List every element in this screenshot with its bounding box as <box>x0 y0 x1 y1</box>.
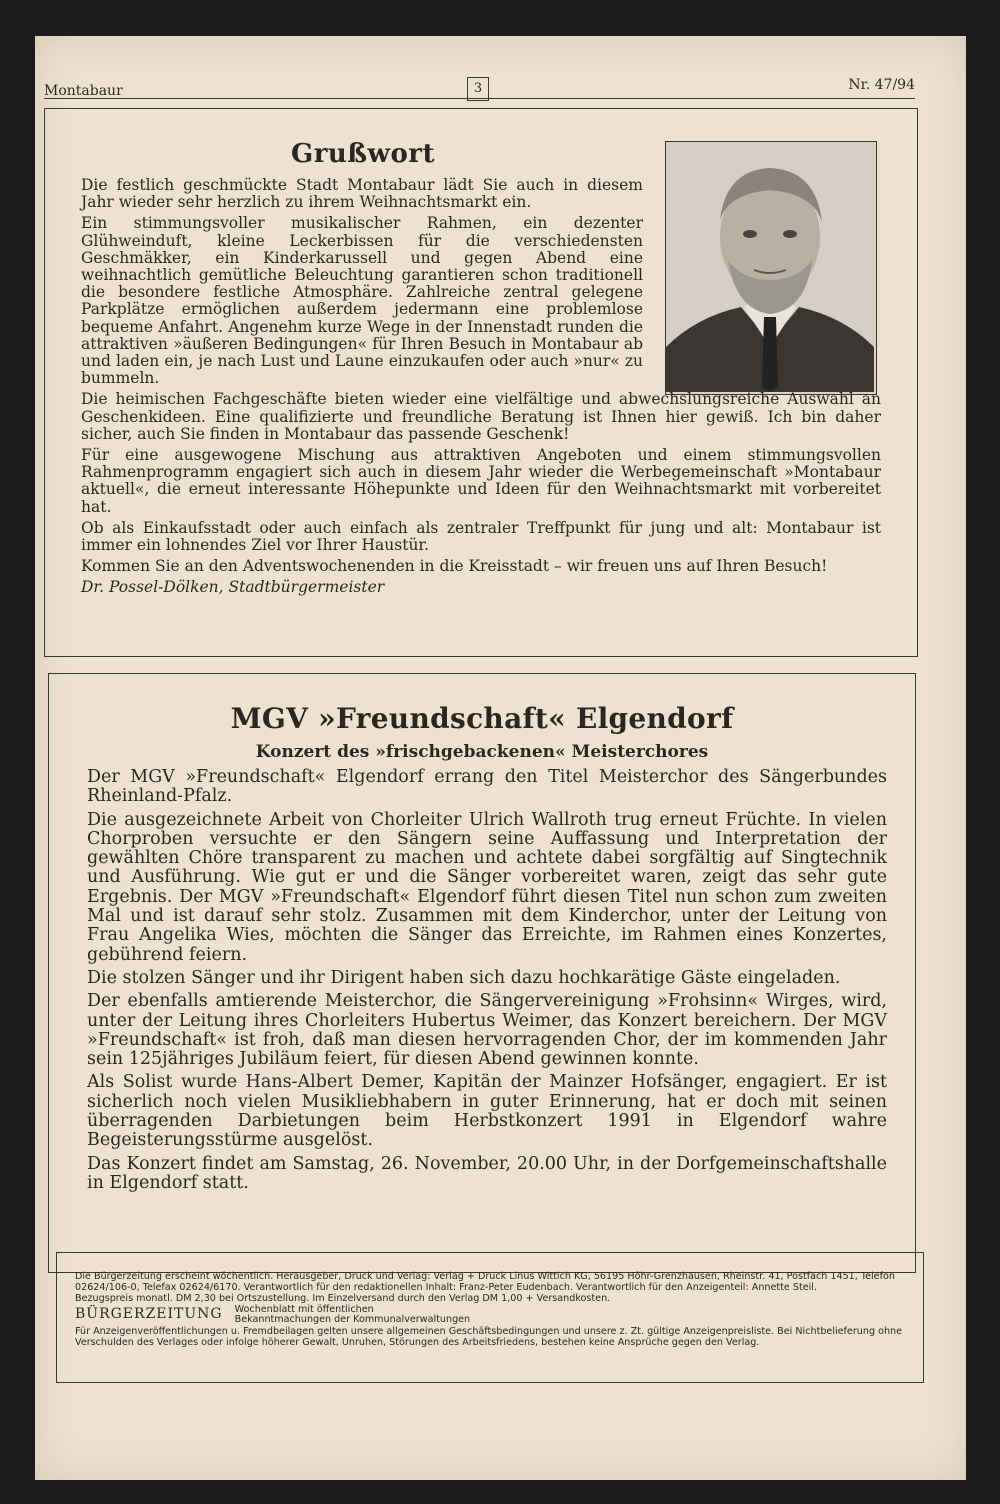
concert-text <box>87 768 887 1197</box>
imprint-box <box>56 1252 924 1383</box>
paper-description-line: Wochenblatt mit öffentlichen <box>234 1304 374 1315</box>
greeting-paragraph: Für eine ausgewogene Mischung aus attraktiven Angeboten und einem stimmungsvollen Rahmenprogramm engagiert sich auch in diesem Jahr wieder die Werbegemeinschaft »Montabaur aktuell«, die erneut interessante Höhepunkte und Ideen für den Weihnachtsmarkt mit vorbereitet hat. <box>81 446 881 516</box>
concert-paragraph: Das Konzert findet am Samstag, 26. November, 20.00 Uhr, in der Dorfgemeinschaftshalle in Elgendorf statt. <box>87 1153 887 1193</box>
greeting-paragraph: Ob als Einkaufsstadt oder auch einfach als zentraler Treffpunkt für jung und alt: Montabaur ist immer ein lohnendes Ziel vor Ihrer Haustür. <box>81 518 881 555</box>
greeting-title: Grußwort <box>291 139 435 169</box>
imprint-line: Bezugspreis monatl. DM 2,30 bei Ortszustellung. Im Einzelversand durch den Verlag DM 1,00 + Versandkosten. <box>75 1293 611 1304</box>
concert-paragraph: Die ausgezeichnete Arbeit von Chorleiter Ulrich Wallroth trug erneut Früchte. In vielen Chorproben versuchte er den Sängern seine Auffassung und Interpretation der gewählten Chöre transparent zu machen und achtete dabei sorgfältig auf Singtechnik und Ausführung. Wie gut er und die Sänger vorbereitet waren, zeigt das sehr gute Ergebnis. Der MGV »Freundschaft« Elgendorf führt diesen Titel nun schon zum zweiten Mal und ist darauf sehr stolz. Zusammen mit dem Kinderchor, unter der Leitung von Frau Angelika Wies, möchten die Sänger das Erreichte, im Rahmen eines Konzertes, gebührend feiern. <box>87 809 887 965</box>
concert-paragraph: Der ebenfalls amtierende Meisterchor, die Sängervereinigung »Frohsinn« Wirges, wird, unter der Leitung ihres Chorleiters Hubertus Weimer, das Konzert bereichern. Der MGV »Freundschaft« ist froh, daß man diesen hervorragenden Chor, der im kommenden Jahr sein 125jähriges Jubiläum feiert, für diesen Abend gewinnen konnte. <box>87 991 887 1070</box>
concert-title: MGV »Freundschaft« Elgendorf <box>230 702 734 735</box>
newspaper-page <box>35 36 966 1480</box>
issue-number: Nr. 47/94 <box>848 77 915 93</box>
paper-description-line: Bekanntmachungen der Kommunalverwaltungen <box>234 1314 471 1325</box>
concert-box <box>48 673 916 1273</box>
greeting-paragraph: Die festlich geschmückte Stadt Montabaur lädt Sie auch in diesem Jahr wieder sehr herzlich zu ihrem Weihnachtsmarkt ein. <box>81 176 643 212</box>
greeting-paragraph: Kommen Sie an den Adventswochenenden in die Kreisstadt – wir freuen uns auf Ihren Besuch! <box>81 557 828 576</box>
imprint-line: Die Bürgerzeitung erscheint wöchentlich. Herausgeber, Druck und Verlag: Verlag + Druck Linus Wittich KG, 56195 Höhr-Grenzhausen, Rheinstr. 41, Postfach 1451, Telefon 02624/106-0, Telefax 02624/6170. Verantwortlich für den redaktionellen Inhalt: Franz-Peter Eudenbach. Verantwortlich für den Anzeigenteil: Annette Steil. <box>75 1271 895 1293</box>
paper-name: BÜRGERZEITUNG <box>75 1306 223 1322</box>
header-rule <box>44 98 915 99</box>
paper-description <box>235 1305 471 1325</box>
imprint-line: Für Anzeigenveröffentlichungen u. Fremdbeilagen gelten unsere allgemeinen Geschäftsbedingungen und unsere z. Zt. gültige Anzeigenpreisliste. Bei Nichtbelieferung ohne Verschulden des Verlages oder infolge höherer Gewalt, Unruhen, Störungen des Arbeitsfriedens, bestehen keine Ansprüche gegen den Verlag. <box>75 1326 903 1348</box>
greeting-paragraph: Die heimischen Fachgeschäfte bieten wieder eine vielfältige und abwechslungsreiche Auswahl an Geschenkideen. Eine qualifizierte und freundliche Beratung ist Ihnen hier gewiß. Ich bin daher sicher, auch Sie finden in Montabaur das passende Geschenk! <box>81 390 881 443</box>
page-number: 3 <box>467 77 489 101</box>
concert-paragraph: Der MGV »Freundschaft« Elgendorf errang den Titel Meisterchor des Sängerbundes Rheinland-Pfalz. <box>87 767 887 807</box>
paper-masthead <box>75 1305 913 1325</box>
greeting-signature: Dr. Possel-Dölken, Stadtbürgermeister <box>81 578 385 597</box>
greeting-box <box>44 108 918 657</box>
concert-paragraph: Als Solist wurde Hans-Albert Demer, Kapitän der Mainzer Hofsänger, engagiert. Er ist sicherlich noch vielen Musikliebhabern in guter Erinnerung, hat er doch mit seinen überragenden Darbietungen beim Herbstkonzert 1991 in Elgendorf wahre Begeisterungsstürme ausgelöst. <box>87 1072 887 1151</box>
concert-subtitle: Konzert des »frischgebackenen« Meisterchores <box>255 742 709 762</box>
header-town: Montabaur <box>44 83 123 99</box>
imprint-text <box>75 1271 913 1348</box>
greeting-text <box>81 177 881 601</box>
greeting-paragraph: Ein stimmungsvoller musikalischer Rahmen, ein dezenter Glühweinduft, kleine Leckerbissen für die verschiedensten Geschmäkker, ein Kinderkarussell und gegen Abend eine weihnachtlich gemütliche Beleuchtung garantieren schon traditionell die besondere festliche Atmosphäre. Zahlreiche zentral gelegene Parkplätze ermöglichen außerdem jedermann eine problemlose bequeme Anfahrt. Angenehm kurze Wege in der Innenstadt runden die attraktiven »äußeren Bedingungen« für Ihren Besuch in Montabaur ab und laden ein, je nach Lust und Laune einzukaufen oder auch »nur« zu bummeln. <box>81 214 643 388</box>
concert-paragraph: Die stolzen Sänger und ihr Dirigent haben sich dazu hochkarätige Gäste eingeladen. <box>87 967 841 988</box>
